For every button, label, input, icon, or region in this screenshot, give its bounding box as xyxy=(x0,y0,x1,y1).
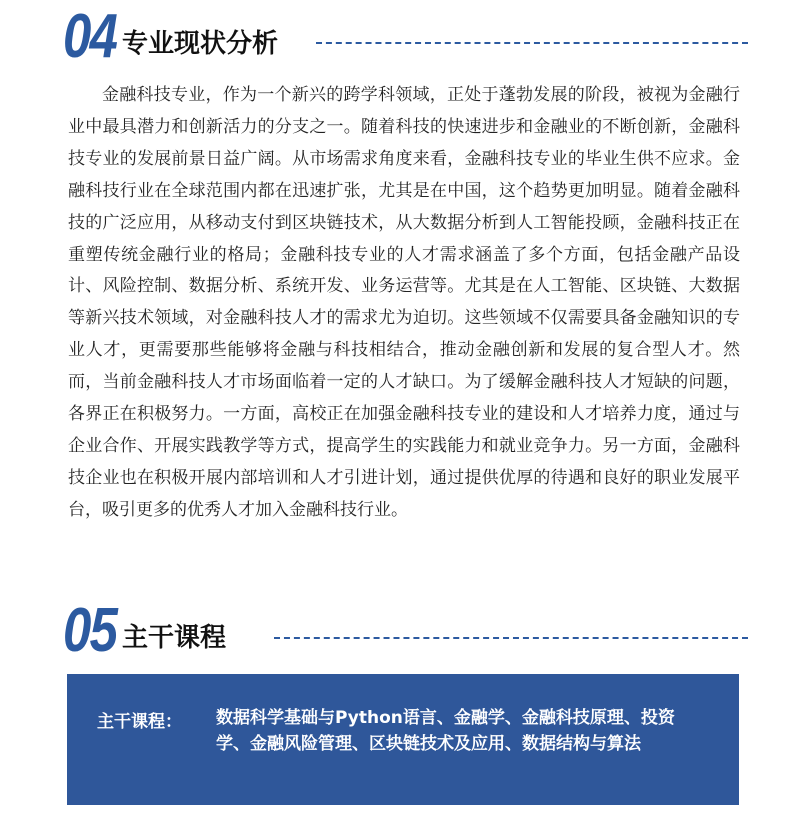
section-05-number: 05 xyxy=(63,596,117,665)
section-04-number: 04 xyxy=(63,2,117,71)
section-05-header xyxy=(63,596,226,665)
courses-label: 主干课程： xyxy=(97,712,182,732)
section-05-title: 主干课程 xyxy=(121,622,226,653)
section-04-header xyxy=(63,2,278,71)
section-04-title: 专业现状分析 xyxy=(121,28,278,59)
courses-list: 数据科学基础与Python语言、金融学、金融科技原理、投资学、金融风险管理、区块链技术及应用、数据结构与算法 xyxy=(216,708,675,754)
section-04-paragraph: 金融科技专业，作为一个新兴的跨学科领域，正处于蓬勃发展的阶段，被视为金融行业中最具潜力和创新活力的分支之一。随着科技的快速进步和金融业的不断创新，金融科技专业的发展前景日益广阔。从市场需求角度来看，金融科技专业的毕业生供不应求。金融科技行业在全球范围内都在迅速扩张，尤其是在中国，这个趋势更加明显。随着金融科技的广泛应用，从移动支付到区块链技术，从大数据分析到人工智能投顾，金融科技正在重塑传统金融行业的格局；金融科技专业的人才需求涵盖了多个方面，包括金融产品设计、风险控制、数据分析、系统开发、业务运营等。尤其是在人工智能、区块链、大数据等新兴技术领域，对金融科技人才的需求尤为迫切。这些领域不仅需要具备金融知识的专业人才，更需要那些能够将金融与科技相结合，推动金融创新和发展的复合型人才。然而，当前金融科技人才市场面临着一定的人才缺口。为了缓解金融科技人才短缺的问题，各界正在积极努力。一方面，高校正在加强金融科技专业的建设和人才培养力度，通过与企业合作、开展实践教学等方式，提高学生的实践能力和就业竞争力。另一方面，金融科技企业也在积极开展内部培训和人才引进计划，通过提供优厚的待遇和良好的职业发展平台，吸引更多的优秀人才加入金融科技行业。 xyxy=(68,85,740,520)
section-05-divider xyxy=(274,637,748,639)
section-04-divider xyxy=(316,42,748,44)
